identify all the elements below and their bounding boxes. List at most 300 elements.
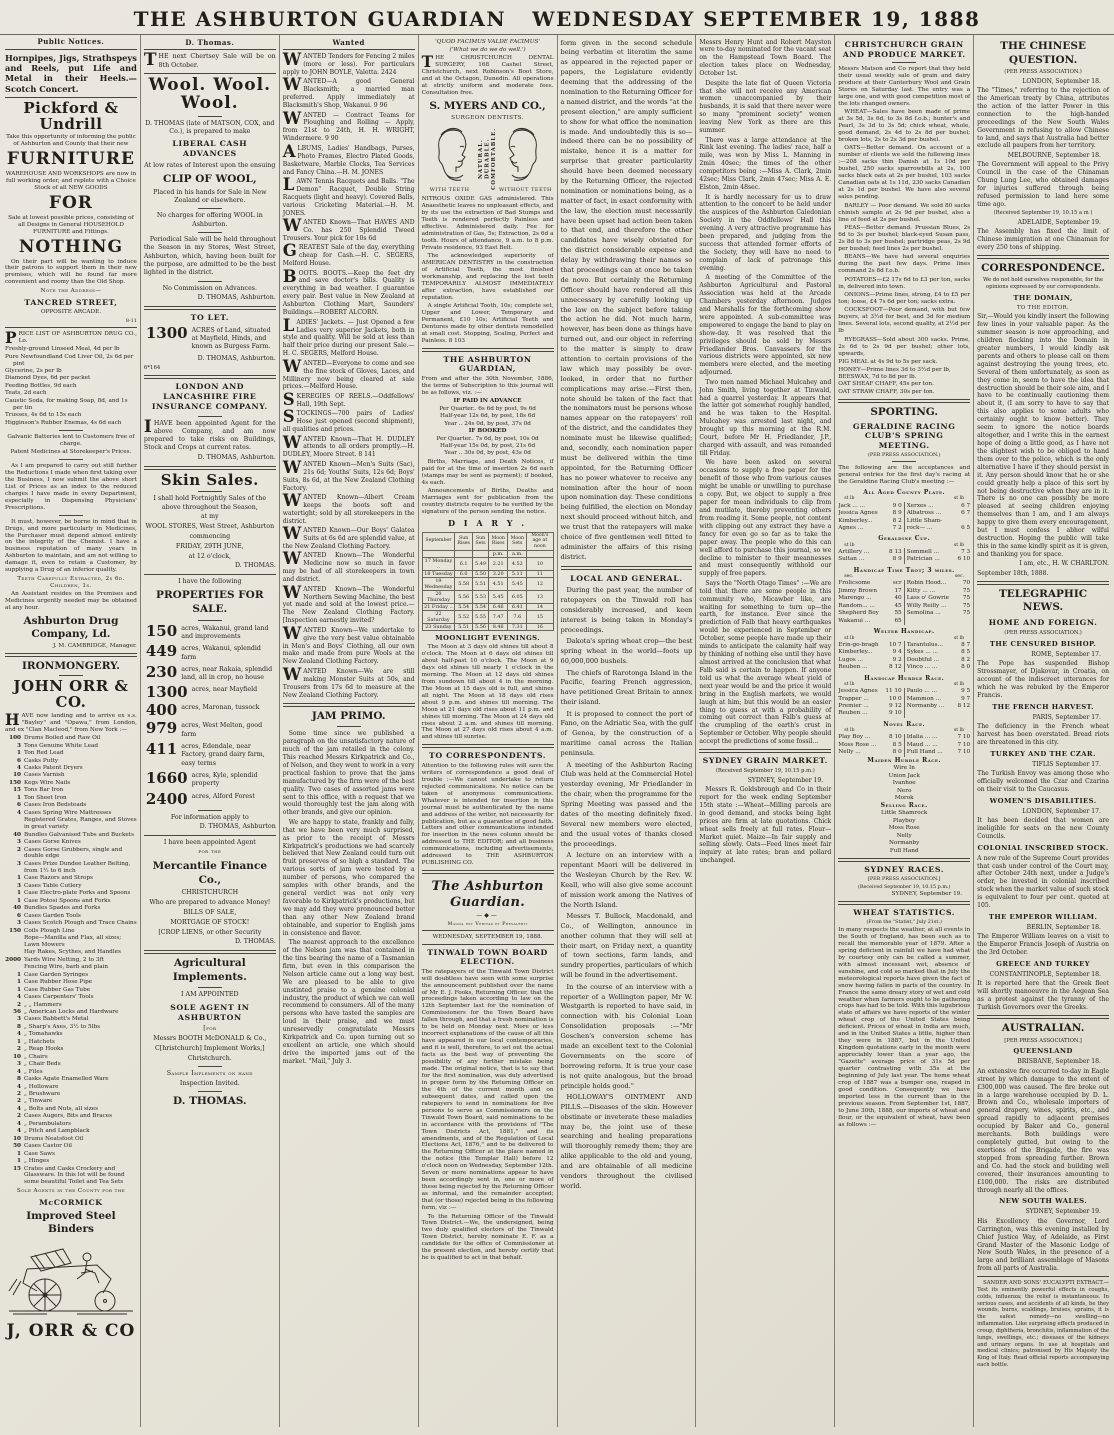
divider-rule	[144, 466, 276, 470]
unit-label: st lb	[844, 542, 855, 548]
item-quantity: 4	[17, 994, 21, 1001]
race-left	[838, 502, 904, 532]
table-cell: 6.0	[455, 570, 473, 577]
race-row	[907, 525, 970, 532]
race-columns	[838, 502, 970, 532]
race-row	[907, 734, 970, 741]
paragraph: WEDNESDAY, SEPTEMBER 19, 1888.	[432, 933, 543, 940]
item-quantity: 1	[17, 1038, 21, 1045]
headline: SPORTING.	[870, 405, 939, 418]
column-telegraphic-news	[973, 35, 1112, 1427]
divider-rule	[422, 944, 554, 945]
weight: 40	[894, 595, 902, 602]
horse-name: Semolina ...	[906, 610, 941, 617]
weight: 10 0	[889, 695, 902, 702]
acreage-item	[144, 662, 276, 683]
horse-name: Xerxes ...	[906, 502, 934, 509]
headline: McCORMICK	[39, 1197, 103, 1207]
column-category-header: Public Notices.	[5, 37, 137, 50]
divider-rule	[977, 1015, 1109, 1019]
weight: 75	[962, 610, 971, 617]
dropcap-letter: I	[143, 416, 152, 437]
table-cell: 8.46	[489, 623, 508, 630]
table-cell	[455, 550, 473, 557]
paragraph: WOOL STORES, West Street, Ashburton	[145, 523, 275, 531]
headline: SOLE AGENT IN ASHBURTON	[170, 1002, 250, 1023]
divider-rule	[198, 232, 222, 233]
race-row	[838, 742, 901, 749]
column-d-thomas	[140, 35, 279, 1427]
divider-rule	[977, 255, 1109, 259]
paragraph: (Received September 19, 10.15 p.m.)	[715, 768, 815, 775]
headline: GERALDINE RACING CLUB'S SPRING MEETING.	[852, 421, 956, 450]
race-title: All Aged County Plate.	[863, 489, 946, 497]
paragraph: During the past year, the number of ratepayers on the Tinwald roll has considerably increased, and keen interest is being taken in Monday's proceedings.	[560, 586, 693, 634]
acreage-number: 400	[145, 701, 178, 720]
acreage-item	[144, 789, 276, 808]
divider-rule	[198, 208, 222, 209]
horse-name: Erin-go-bragh	[838, 641, 879, 648]
hanging-list	[838, 359, 970, 396]
list-item	[5, 1166, 137, 1187]
item-quantity: 4	[17, 1083, 21, 1090]
acreage-number: 1300	[145, 323, 188, 342]
table-cell: 6.1	[455, 557, 473, 570]
list-item	[5, 1113, 137, 1120]
item-quantity: 2	[17, 1098, 21, 1105]
item-quantity: 10	[13, 1053, 21, 1060]
nameplate-title: The Ashburton Guardian.	[431, 879, 544, 911]
table-row	[422, 550, 553, 557]
headline: FURNITURE	[6, 149, 135, 170]
dateline: ADELAIDE, September 19.	[1017, 218, 1101, 226]
race-title: Maiden Hurdle Race.	[867, 757, 942, 765]
horse-name: Tarantulus...	[906, 641, 943, 648]
item-quantity: 3	[17, 1061, 21, 1068]
paragraph: COCKSFOOT—Poor demand, with but few buyers, at 3½d for best, and 3d for medium lines. Several lots, second quality, at 2½d per lb	[838, 307, 971, 335]
table-cell: 5.11	[508, 570, 527, 577]
acreage-number: 979	[145, 719, 178, 738]
item-description: „ Bolts and Nuts, all sizes	[24, 1105, 99, 1112]
paragraph: Hornpipes, Jigs, Strathspeys and Reels, put Life and Metal in their Heels.—Scotch Concert.	[5, 52, 137, 94]
paragraph: SANDER AND SONS' EUCALYPTI EXTRACT.—Test its eminently powerful effects in coughs, colds, influenza; the relief is instantaneous. In serious cases, and accidents of all kinds, be they wounds, burns, scaldings, bruises, sprains, it is the safest remedy—no swelling—no inflammation. Like surprising effects produced in croup, diphtheria, bronchitis, inflammation of the lungs, swellings, etc.; diseases of the kidneys and urinary organs. In use at hospitals and medical clinics; patronised by His Majesty the King of Italy. Read official reports accompanying each bottle.	[977, 1280, 1109, 1368]
acreage-description: acres, Maronan, tussock	[181, 704, 260, 712]
divider-rule	[422, 744, 554, 748]
horse-name: Jessica Agnes	[838, 688, 878, 695]
paragraph: Who are prepared to advance Money!	[149, 899, 271, 907]
paragraph: The deficiency in the French wheat harvest has been overstated. Bread riots are threatened in this city.	[977, 723, 1109, 746]
durability-caption: NATURAL. DURABLE. COMFORTABLE.	[477, 127, 497, 190]
dropcap-letter: W	[282, 108, 302, 128]
paragraph: at my	[200, 513, 219, 521]
divider-rule	[838, 858, 970, 862]
column-header: Moon's age at noon	[527, 532, 553, 550]
paragraph: To the Returning Officer of the Tinwald Town District.—We, the undersigned, being two duly qualified electors of the Tinwald Town District, hereby nominate E. F. as a candidate for the office of Commissioner at the present election, and hereby certify that he is qualified to act in that behalf.	[421, 1213, 554, 1262]
race-row	[838, 595, 901, 602]
item-quantity: 4	[17, 1031, 21, 1038]
acreage-item	[144, 644, 276, 662]
paragraph: Christchurch.	[187, 1054, 232, 1062]
item-description: „ Reap Hooks	[24, 1046, 64, 1053]
item-description: Fencing Wire, barb and plain	[24, 964, 109, 971]
dateline: SYDNEY, September 19.	[747, 776, 824, 784]
paragraph: WANTED Known—Men's Suits (Sac), 21s 6d; Youths' Suits, 12s 6d; Boys' Suits, 8s 6d, at the New Zealand Clothing Factory.	[282, 457, 415, 492]
headline: LIBERAL CASH ADVANCES	[172, 139, 248, 159]
race-row	[838, 580, 901, 587]
headline: THE CENSURED BISHOP.	[989, 639, 1097, 648]
table-cell: 23 Sunday	[422, 623, 455, 630]
list-item: PIG MEAL at 4s 9d to 5s per sack.	[838, 359, 938, 366]
weight: 8 9	[892, 510, 902, 517]
quantity-list	[5, 735, 137, 1186]
paragraph: D. THOMAS, Ashburton.	[197, 294, 276, 302]
paragraph: BOOTS. BOOTS.—Keep the feet dry and save doctor's bills. Quality is everything in bad weather. I guarantee every pair. Best value in New Zealand at Ashburton Clothing Mart, Saunders' Buildings.—ROBERT ALCORN.	[282, 266, 415, 317]
table-cell: a.m.	[508, 550, 527, 557]
column-header: Moon Sets	[508, 532, 527, 550]
divider-rule	[5, 97, 137, 98]
headline: Agricultural Implements.	[172, 956, 247, 983]
divider-rule	[59, 459, 83, 460]
dropcap-letter: W	[282, 50, 302, 70]
item-description: Tons Genuine White Lead	[24, 742, 99, 749]
acreage-number: 1660	[145, 768, 188, 787]
paragraph: Messrs BOOTH McDONALD & Co.,	[153, 1035, 267, 1043]
unit-label: st lb	[953, 635, 965, 641]
paragraph: Messrs Matson and Co report that they held their usual weekly sale of grain and dairy produce at their Canterbury Wool and Grain Stores on Saturday last. The entry was a large one, and with good competition most of the lots changed owners.	[838, 66, 971, 107]
horse-name: Little Sham-	[906, 517, 943, 524]
paragraph: BILLS OF SALE,	[183, 909, 237, 917]
race-columns	[838, 734, 970, 757]
race-row	[838, 510, 901, 517]
headline: FOR	[48, 192, 93, 213]
list-item: Higginson's Rubber Enemas, 4s 6d each	[5, 419, 122, 426]
list-item	[5, 890, 137, 897]
paragraph: STOCKINGS—700 pairs of Ladies' Hose just opened (second shipment), all qualities and prices.	[282, 407, 415, 434]
item-quantity: 3	[17, 882, 21, 889]
paragraph: J. M. CAMBRIDGE, Manager.	[52, 642, 137, 649]
issue-date: WEDNESDAY SEPTEMBER 19, 1888	[532, 7, 981, 31]
item-quantity: 3	[17, 1016, 21, 1023]
dropcap-letter: W	[282, 582, 302, 602]
item-description: Cases Augers, Bits and Braces	[24, 1113, 113, 1120]
paragraph: We do not hold ourselves responsible, for the opinions expressed by our correspondents.	[983, 277, 1104, 291]
headline: LONDON AND LANCASHIRE FIRE INSURANCE COMPANY.	[151, 381, 268, 412]
item-quantity: 4	[17, 1120, 21, 1127]
list-item	[5, 972, 137, 979]
paragraph: WHEAT—Sales have been made of prime at 3s 5d, 3s 6d, to 3s 8d f.o.b.; hunter's and Pearl, 3s 3d to 3s 5d; chick wheat, whole, good demand, 2s 4d to 2s 8d per bushel; broken lots, 2s to 2s 3d per bushel.	[838, 109, 971, 144]
paragraph: 8-11	[125, 317, 137, 324]
weight: 8 0	[892, 749, 902, 756]
dropcap-letter: S	[282, 389, 295, 409]
item-quantity	[5, 964, 24, 971]
item-description: Cases Varnish	[24, 772, 65, 779]
race-row	[838, 525, 901, 532]
table-cell: 13	[527, 590, 553, 603]
race-row	[907, 696, 970, 703]
headline: Skin Sales.	[160, 470, 259, 489]
table-cell: 15	[527, 610, 553, 623]
horse-name: Vinco ... ...	[906, 664, 938, 671]
paragraph: A meeting of the Committee of the Ashburton Agricultural and Pastoral Association was held at the Arcade Chambers yesterday afternoon. Judges and Marshalls for the forthcoming show were appointed. A sub-committee was empowered to engage the band to play on show-day. It was resolved that the privileges should be sold by Messrs Friedlander Bros. Canvassers for the various districts were appointed, six new members were elected, and the meeting adjourned.	[699, 274, 832, 377]
with-teeth-label: WITH TEETH	[429, 186, 470, 193]
list-item	[5, 964, 137, 971]
race-left	[838, 688, 904, 718]
table-cell: 5.51	[455, 623, 473, 630]
race-row	[838, 588, 901, 595]
item-quantity: 3	[17, 860, 21, 867]
unit-label: st lb	[953, 681, 965, 687]
item-quantity: 4	[17, 765, 21, 772]
rate-line: Year .. 24s 0d, by post, 37s 0d	[444, 420, 531, 427]
paragraph: The acknowledged superiority of AMERICAN DENTISTRY in the construction of Artificial Teeth, the most finished workmanship, and replacing the lost teeth TEMPORARILY ALMOST IMMEDIATELY after extraction, have established our reputation.	[421, 253, 554, 301]
race-entries	[838, 721, 970, 757]
divider-rule	[838, 399, 970, 403]
acreage-item	[144, 323, 276, 352]
paragraph: D. THOMAS, Ashburton.	[197, 354, 276, 362]
weight: 8 12	[957, 703, 971, 709]
item-description: „ „ Hammers	[24, 1001, 62, 1008]
horse-name: Jessica Agnes	[838, 510, 878, 517]
headline: Pickford & Undrill	[23, 98, 119, 133]
paragraph: Births, Marriage, and Death Notices, if paid for at the time of insertion 2s 6d each (stamps may be sent as payment); if booked, 4s each.	[421, 458, 554, 486]
list-item	[5, 987, 137, 994]
list-item	[5, 1091, 137, 1098]
headline: MOONLIGHT EVENINGS.	[435, 633, 540, 642]
headline: TURKEY AND THE CZAR.	[990, 749, 1096, 758]
paragraph: at 12 o'clock,	[188, 552, 232, 560]
acreage-description: acres, Wakanui, grand land and improvements	[181, 624, 269, 640]
headline: S. MYERS AND CO.,	[429, 100, 546, 113]
item-description: Cases Spring Wire Mattresses	[24, 809, 112, 816]
dropcap-letter: W	[282, 432, 302, 452]
paper-nameplate	[422, 879, 554, 919]
entry-name: Moss Rose	[888, 825, 920, 832]
list-item: Pure Newfoundland Cod Liver Oil, 2s 6d per pint	[5, 353, 134, 367]
paragraph: HAVE now landing and to arrive ex s.s. "Bayley" and "Opawa," from London, and ex "Clan Macleod," from New York :—	[5, 710, 137, 733]
subscription-rates	[422, 398, 554, 457]
item-quantity	[5, 949, 24, 956]
divider-rule	[838, 901, 970, 905]
headline: AUSTRALIAN.	[1001, 1022, 1085, 1035]
headline: TO LET.	[190, 312, 230, 322]
table-cell: 5.55	[473, 610, 489, 623]
horse-name: Reuben ...	[838, 710, 868, 717]
divider-rule	[198, 416, 222, 417]
list-item	[5, 1098, 137, 1105]
list-item	[5, 795, 137, 802]
item-quantity: 150	[9, 779, 21, 786]
list-item	[5, 1076, 137, 1083]
item-quantity: 1	[17, 971, 21, 978]
acreage-number: 150	[145, 621, 178, 640]
list-item: OAT STRAW CHAFF, 30s per ton.	[838, 388, 935, 395]
dropcap-letter: B	[282, 266, 297, 286]
acreage-description: acres, Kyle, splendid property	[191, 771, 258, 788]
table-row	[422, 590, 553, 603]
horse-name: Random... ...	[838, 602, 875, 609]
race-columns	[838, 688, 970, 718]
list-item	[5, 861, 137, 875]
item-description: „ American Locks and Hardware	[24, 1008, 119, 1015]
paragraph: (From the "Statist," July 21st.)	[866, 919, 942, 926]
headline: PROPERTIES FOR SALE.	[156, 588, 264, 615]
race-title: Selling Race.	[880, 802, 928, 810]
paragraph: The Moon at 3 days old shines till about 8 o'clock. The Moon at 6 days old shines till about half-past 10 o'clock. The Moon at 9 days old shines till nearly 1 o'clock in the morning. The Moon at 12 days old shines from sundown till about 4 in the morning. The Moon at 15 days old is full, and shines all night. The Moon at 18 days old rises about 9 p.m. and shines till morning. The Moon at 21 days old rises about 11 p.m. and shines till morning. The Moon at 24 days old rises about 2 a.m. and shines till morning. The Moon at 27 days old rises about 4 a.m. and shines till sunrise.	[421, 644, 554, 741]
paragraph: Patent Medicines at Storekeeper's Prices.	[10, 449, 132, 455]
race-row	[838, 610, 901, 617]
paragraph: WANTED Known—That H. DUDLEY attends to all orders promptly.—H. DUDLEY, Moore Street. 8 141	[282, 432, 415, 459]
paragraph: D. THOMAS, Ashburton.	[197, 454, 276, 462]
weight: 8 10	[889, 734, 902, 741]
table-cell	[473, 550, 489, 557]
paragraph: An extensive fire occurred to-day in Eagle street by which damage to the extent of £300,000 was caused. The fire broke out in a large warehouse occupied by D. L. Brown and Co., wholesale importers of general drapery, wines, spirits, etc., and spread rapidly to adjacent premises occupied by Baker and Co., general merchants. Both buildings were completely gutted, but owing to the exertions of the Brigade, the fire was stopped from spreading further. Brown and Co. had the stock and building well covered, their insurances amounting to £100,000. The risks are distributed through nearly all the offices.	[977, 1067, 1109, 1194]
paragraph: D. THOMAS, Ashburton	[199, 823, 276, 831]
item-quantity: 8	[17, 1076, 21, 1083]
column-header: September	[422, 532, 455, 550]
horse-name: Willy Reilly ...	[906, 602, 947, 609]
with-teeth-figure	[422, 125, 478, 193]
item-description: Cases Castor Oil	[24, 1143, 72, 1150]
race-row	[838, 603, 901, 610]
acreage-description: acres, Edendale, near Factory, grand dairy farm, easy terms	[181, 743, 265, 767]
item-description: „ Hatchets	[24, 1038, 55, 1045]
divider-rule	[198, 281, 222, 282]
item-quantity: 1	[17, 986, 21, 993]
horse-name: Kimberley...	[838, 517, 873, 524]
paragraph: The following are the acceptances and general entries for the first day's racing at the Geraldine Racing Club's meeting :—	[838, 465, 971, 486]
weight: 9 0	[892, 502, 902, 509]
table-cell: 6.41	[508, 603, 527, 610]
list-item	[5, 905, 137, 912]
table-cell: 21 Friday ..	[422, 603, 455, 610]
dropcap-letter: L	[282, 315, 295, 335]
table-row	[422, 623, 553, 630]
table-cell: 6.05	[508, 590, 527, 603]
horse-name: Nelly ...	[838, 749, 861, 756]
list-item	[5, 1002, 137, 1009]
table-cell: 5.56	[473, 623, 489, 630]
list-item: BEESWAX, 7d to 8d per lb.	[838, 374, 917, 381]
race-entries	[838, 535, 970, 563]
paragraph: For information apply to	[170, 813, 249, 821]
list-item	[5, 735, 137, 742]
diary-caption: D I A R Y .	[448, 518, 528, 528]
paragraph: At low rates of Interest upon the ensuing	[144, 161, 276, 169]
weight: 8 7	[961, 641, 971, 648]
column-wanted	[279, 35, 418, 1427]
paragraph: In many respects the weather, at all events in the South of England, has been such as to recall the memorable year of 1879. After a spring deficient in rainfall we have had what by courtesy only can be called a summer, with almost incessant wet, absence of sunshine, and cold so marked that in July the meteorological reports have given the fact of snow having fallen in parts of the country. In France the same dreary story of wet and cold weather when farmers ought to be gathering crops has had to be told. With this lugubrious state of affairs we have reports of the winter wheat crop of the United States being deficient. Prices of wheat in India are much, and in the United States a little, higher than they were in 1887, but in the United Kingdom quotations early in the month were appreciably lower than a year ago, the "Gazette" average price of 31s 5d per quarter contrasting with 35s at the beginning of July last year. The home wheat crop of 1887 was a bumper one, reaped in good condition. Consequently we have imported less in the current than in the previous season. From September 1st, 1887, to June 30th, 1888, our imports of wheat and flour, or the equivalent of wheat, have been as follows :—	[838, 926, 971, 1128]
headline: Mercantile Finance Co.,	[152, 859, 268, 886]
divider-rule	[198, 116, 222, 117]
dropcap-letter: S	[282, 407, 295, 427]
table-cell: 10	[527, 557, 553, 570]
paragraph: RYEGRASS—Sold about 300 sacks. Prime, 2s 6d to 2s 9d per bushel; other lots, upwards,	[838, 336, 971, 357]
race-title: Novel Race.	[883, 720, 926, 728]
horse-name: Kimberley...	[838, 649, 873, 656]
paragraph: Sale at lowest possible prices, consisting of all Designs in General HOUSEHOLD FURNITURE and Fittings.	[8, 214, 134, 235]
weight: 8 5	[961, 649, 971, 656]
weight: 70	[962, 580, 971, 587]
paragraph: ALBUMS, Ladies' Handbags, Purses, Photo Frames, Electro Plated Goods, Basketware, Marble Clocks, Tea Services and Fancy China.—H. M. JONES	[282, 141, 415, 176]
race-row	[907, 664, 970, 671]
item-description: Coils Plough Line	[24, 927, 75, 934]
column-grid	[0, 34, 1114, 1427]
weight: 8 13	[889, 548, 902, 555]
item-description: Registered Grates, Ranges, and Stoves in great variety	[24, 817, 137, 831]
horse-name: Normanby ...	[906, 703, 945, 709]
dateline: MELBOURNE, September 18.	[1007, 151, 1101, 159]
weight: 8 9	[892, 556, 902, 563]
divider-rule	[892, 62, 916, 63]
item-quantity: 1	[17, 890, 21, 897]
divider-rule	[422, 930, 554, 931]
divider-rule	[59, 675, 83, 676]
paragraph: The chiefs of Rarotonga Island in the Pacific, fearing French aggression, have petitioned Great Britain to annex their island.	[560, 668, 693, 707]
horse-name: Artillery ...	[838, 548, 870, 555]
mccormick-binder-engraving	[7, 1239, 135, 1317]
race-row	[907, 603, 970, 610]
paragraph: for the	[198, 848, 222, 856]
race-columns	[838, 580, 970, 625]
weight: 17	[894, 587, 902, 594]
race-left	[838, 548, 904, 563]
dropcap-letter: H	[5, 710, 20, 729]
table-cell: 11	[527, 570, 553, 577]
paragraph: I shall hold Fortnightly Sales of the above throughout the Season,	[153, 495, 267, 511]
dropcap-letter: W	[282, 490, 302, 510]
race-entries	[838, 628, 970, 671]
race-row	[838, 618, 901, 625]
paragraph: The nearest approach to the excellence of the Nelson jam was that contained in the tins bearing the name of a Tasmanian firm, but even in this comparison the Nelson article came out a long way best. We are pleased to be able to give unstinted praise to a genuine colonial industry, the product of which we can well recommend to consumers. All of the many persons who have tasted the samples are loud in their praise, and we must unreservedly congratulate Messrs Kirkpatrick and Co. upon turning out so excellent an article, one which should drive the imported jams out of the market. "Mail," July 3.	[282, 939, 415, 1065]
rate-line: Year .. 30s 0d, by post, 43s 0d	[444, 450, 531, 457]
divider-rule	[337, 726, 361, 727]
list-item	[5, 839, 137, 846]
acreage-item	[144, 703, 276, 718]
item-description: Rope—Manilla and Flax, all sizes; Lawn Mowers	[24, 934, 122, 948]
item-description: Hay Rakes, Scythes, and Handles	[24, 949, 121, 956]
item-quantity: 1	[17, 897, 21, 904]
table-row	[422, 577, 553, 590]
table-cell: 5.49	[473, 557, 489, 570]
rate-line: Half-year 12s 6d, by post, 18s 6d	[440, 413, 536, 420]
rate-line: IF BOOKED	[468, 428, 507, 435]
paragraph: 6*164	[143, 364, 161, 371]
acreage-number: 449	[145, 642, 178, 661]
weight: 9 4	[892, 649, 902, 656]
paragraph: ('What we do we do well.')	[449, 46, 526, 53]
headline: J, ORR & CO	[6, 1320, 136, 1341]
dateline: SYDNEY, September 19.	[891, 891, 963, 898]
race-title: Handicap Hurdle Race.	[864, 674, 945, 682]
column-leader-continuation	[557, 35, 696, 1427]
paragraph: MORTGAGE OF STOCK!	[170, 918, 250, 926]
paragraph: Galvanic Batteries lent to Customers free of charge.	[7, 433, 135, 447]
weight: 6 5	[961, 524, 971, 531]
paragraph: I have the following	[178, 577, 242, 585]
weight: 9 5	[961, 688, 971, 695]
table-cell: 5.54	[455, 603, 473, 610]
race-row	[907, 503, 970, 510]
headline: SYDNEY RACES.	[864, 864, 945, 874]
paragraph: [PER PRESS ASSOCIATION.]	[867, 876, 941, 883]
column-guardian-leader	[418, 35, 557, 1427]
column-header: Sun Rises	[455, 532, 473, 550]
paragraph: WANTED Known—We are still making Monster Suits at 50s, and Trousers from 17s 6d to measure at the New Zealand Clothing Factory.	[282, 664, 415, 699]
acreage-description: ACRES of Land, situated at Mayfield, Hinds, and known as Burgess Farm.	[191, 326, 271, 351]
table-row	[422, 557, 553, 570]
table-cell: 4.52	[508, 557, 527, 570]
column-header: Moon Rises	[489, 532, 508, 550]
